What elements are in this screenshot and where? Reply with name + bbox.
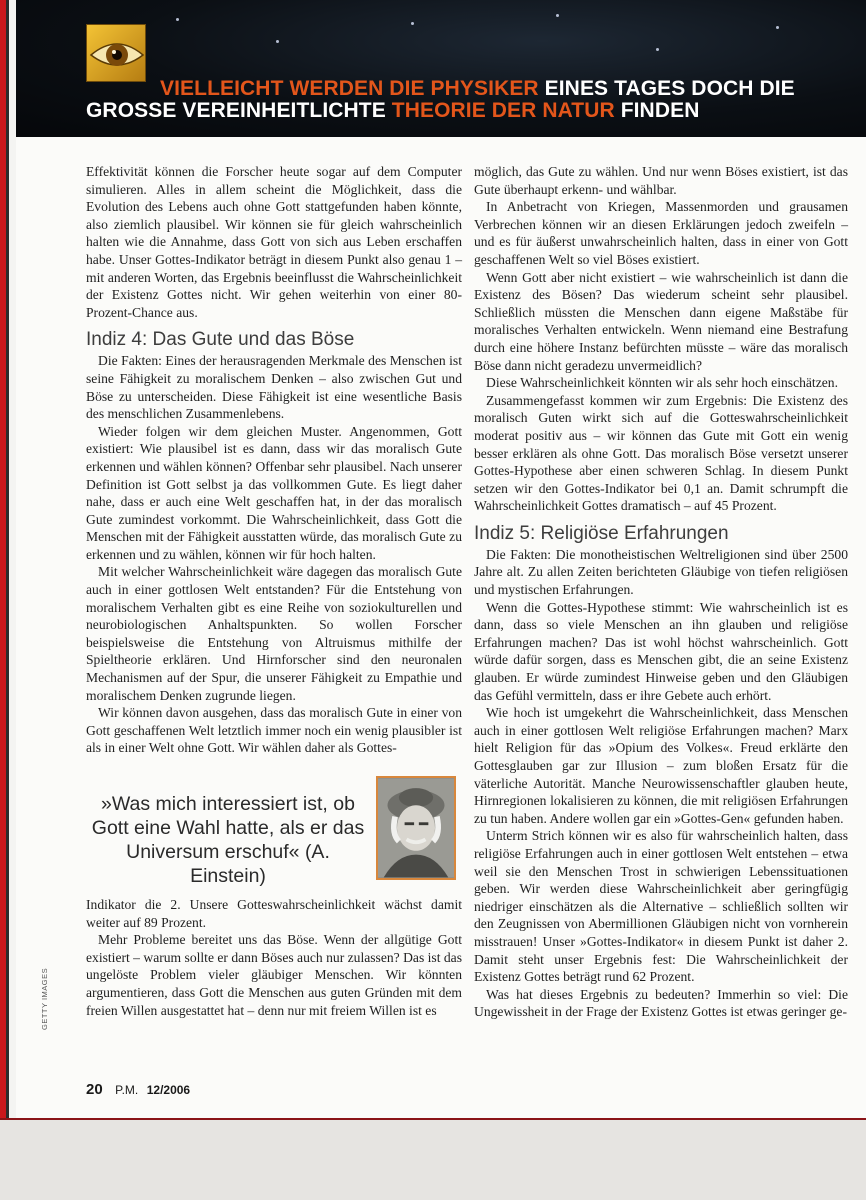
star — [776, 26, 779, 29]
paragraph: Mit welcher Wahrscheinlichkeit wäre dagegen das moralisch Gute auch in einer gottlosen Welt entstanden? Für die Entstehung von moralischem Verhalten gibt es eine Reihe von soziokulturellen und neurobiologischen Anhaltspunkten. So wollen Forscher beispielsweise die Entstehung von Altruismus mithilfe der Spieltheorie erklären. Und Hirnforscher sind den neuronalen Mechanismen auf der Spur, die unserer Fähigkeit zu Empathie und moralischem Denken zugrunde liegen. — [86, 564, 462, 703]
paragraph: Wenn die Gottes-Hypothese stimmt: Wie wahrscheinlich ist es dann, dass so viele Menschen an ihn glauben und religiöse Erfahrungen machen? Das ist wohl höchst wahrscheinlich. Gott würde dafür sorgen, dass es Menschen gibt, die an seine Existenz glauben. Er würde zumindest Hinweise geben und den Gläubigen das Gefühl vermitteln, dass er ihre Gebete auch erhört. — [474, 599, 848, 703]
issue-number: 12/2006 — [146, 1083, 191, 1097]
headline-white-2: GROSSE VEREINHEITLICHTE — [86, 99, 392, 122]
paragraph: Unterm Strich können wir es also für wahrscheinlich halten, dass religiöse Erfahrungen auch in einer gottlosen Welt entstehen – etwa weil sie den Menschen Trost in schwierigen Lebenssituationen geben. Wir werden diese Wahrscheinlichkeit aber geringfügig niedriger einschätzen als die Alternative – schließlich sollten wir den Zeugnissen von Abermillionen Gläubigen nicht von vornherein misstrauen! Unser »Gottes-Indikator« in diesem Punkt ist daher 2. Damit steht unser Ergebnis fest: Die Wahrscheinlichkeit der Existenz Gottes beträgt rund 62 Prozent. — [474, 828, 848, 985]
headline-line-1 — [86, 78, 846, 100]
paragraph: Die Fakten: Eines der herausragenden Merkmale des Menschen ist seine Fähigkeit zu moralischem Denken – also zwischen Gut und Böse zu unterscheiden. Diese Fähigkeit ist eine wesentliche Basis des menschlichen Zusammenlebens. — [86, 353, 462, 422]
star — [176, 18, 179, 21]
star — [656, 48, 659, 51]
page-footer — [86, 1081, 190, 1099]
paragraph: Indikator die 2. Unsere Gotteswahrscheinlichkeit wächst damit weiter auf 89 Prozent. — [86, 897, 462, 930]
paragraph: Wir können davon ausgehen, dass das moralisch Gute in einer von Gott geschaffenen Welt letztlich immer noch ein wenig plausibler ist als in einer Welt ohne Gott. Wir wählen daher als Gottes- — [86, 705, 462, 756]
section-heading-indiz-4: Indiz 4: Das Gute und das Böse — [86, 329, 355, 351]
photo-credit: GETTY IMAGES — [40, 967, 49, 1030]
left-column — [86, 163, 462, 757]
headline-white-1: EINES TAGES DOCH DIE — [538, 77, 795, 100]
pull-quote — [86, 776, 462, 886]
star — [276, 40, 279, 43]
einstein-portrait — [376, 776, 456, 880]
right-column — [474, 163, 848, 1021]
magazine-name: P.M. — [115, 1083, 139, 1097]
paragraph: möglich, das Gute zu wählen. Und nur wenn Böses existiert, ist das Gute überhaupt erkenn- und wählbar. — [474, 164, 848, 197]
paragraph: Wie hoch ist umgekehrt die Wahrscheinlichkeit, dass Menschen auch in einer gottlosen Welt religiöse Erfahrungen machen? Marx hielt Religion für das »Opium des Volkes«. Freud erklärte den Gottesglauben gar zur Illusion – zum bloßen Ersatz für die väterliche Autorität. Manche Neurowissenschaftler glauben heute, Hirnregionen lokalisieren zu können, die mit religiösen Erfahrungen zu tun haben. Andere wollen gar ein »Gottes-Gen« gefunden haben. — [474, 705, 848, 826]
section-heading-indiz-5: Indiz 5: Religiöse Erfahrungen — [474, 522, 729, 544]
headline-highlight-2: THEORIE DER NATUR — [391, 99, 615, 122]
paragraph: Zusammengefasst kommen wir zum Ergebnis: Die Existenz des moralisch Guten wirkt sich auf die Gotteswahrscheinlichkeit moderat positiv aus – wir können das Gute mit Gott ein wenig besser erklären als ohne Gott. Das moralisch Böse versetzt unserer Gottes-Hypothese aber einen schweren Schlag. In diesem Punkt setzen wir den Gottes-Indikator bei 0,1 an. Damit schrumpft die Wahrscheinlichkeit Gottes dramatisch – auf 45 Prozent. — [474, 392, 848, 514]
eye-icon — [86, 24, 146, 82]
headline-highlight-1: VIELLEICHT WERDEN DIE PHYSIKER — [160, 77, 539, 100]
paragraph: Was hat dieses Ergebnis zu bedeuten? Immerhin so viel: Die Ungewissheit in der Frage der Existenz Gottes ist etwas geringer ge- — [474, 986, 848, 1020]
star — [556, 14, 559, 17]
paragraph: In Anbetracht von Kriegen, Massenmorden und grausamen Verbrechen können wir an diesen Erklärungen jedoch zweifeln – und es für äußerst unwahrscheinlich halten, dass in einer von Gott geschaffenen Welt so viel Böses existiert. — [474, 199, 848, 267]
paragraph: Mehr Probleme bereitet uns das Böse. Wenn der allgütige Gott existiert – warum sollte er dann Böses auch nur zulassen? Das ist das ungelöste Problem vieler gläubiger Menschen. Wir könnten argumentieren, dass Gott die Menschen aus guten Gründen mit dem freien Willen ausgestattet hat – denn nur mit freiem Willen ist es — [86, 932, 462, 1018]
star — [411, 22, 414, 25]
page-edge — [0, 0, 16, 1118]
paragraph: Die Fakten: Die monotheistischen Weltreligionen sind über 2500 Jahre alt. Zu allen Zeiten berichteten Gläubige von tiefen religiösen und mystischen Erfahrungen. — [474, 546, 848, 598]
page-number: 20 — [86, 1081, 103, 1098]
paragraph: Effektivität können die Forscher heute sogar auf dem Computer simulieren. Alles in allem scheint die Möglichkeit, dass die Evolution des Lebens auch ohne Gott stattgefunden haben könnte, also ziemlich plausibel. Wir können sie für gleich wahrscheinlich halten wie die Annahme, dass Gott von sich aus Leben erschaffen habe. Unser Gottes-Indikator beträgt in diesem Punkt also genau 1 – mit anderen Worten, das Ergebnis beeinflusst die Wahrscheinlichkeit der Existenz Gottes nicht. Wir gehen weiterhin von einer 80-Prozent-Chance aus. — [86, 164, 462, 320]
quote-text: »Was mich interessiert ist, ob Gott eine Wahl hatte, als er das Universum erschuf« (A. Einstein) — [91, 793, 365, 887]
headline — [86, 78, 846, 122]
headline-white-3: FINDEN — [614, 99, 700, 122]
paragraph: Wieder folgen wir dem gleichen Muster. Angenommen, Gott existiert: Wie plausibel ist es dann, dass wir das moralisch Gute erkennen und wählen können? Offenbar sehr plausibel. Nach unserer Definition ist Gott selbst ja das vollkommen Gute. Es liegt daher nahe, dass er auch eine Welt geschaffen hat, in der das moralisch Gute zumindest vorkommt. Die Wahrscheinlichkeit, dass Gott die Menschen mit der Fähigkeit ausstatten würde, das moralisch Gute zu erkennen und zu wählen, können wir für hoch halten. — [86, 423, 462, 562]
paragraph: Wenn Gott aber nicht existiert – wie wahrscheinlich ist dann die Existenz des Bösen? Das wiederum scheint sehr plausibel. Schließlich müssten die Menschen dann eigene Maßstäbe für moralisches Verhalten entwickeln. Wenn niemand eine Bestrafung durch eine höhere Instanz befürchten müsste – wäre das moralisch Böse dann nicht geradezu unvermeidlich? — [474, 269, 848, 373]
left-column-continued — [86, 896, 462, 1019]
header-banner — [16, 0, 866, 137]
paragraph: Diese Wahrscheinlichkeit könnten wir als sehr hoch einschätzen. — [486, 375, 838, 391]
scan-background — [0, 1118, 866, 1200]
